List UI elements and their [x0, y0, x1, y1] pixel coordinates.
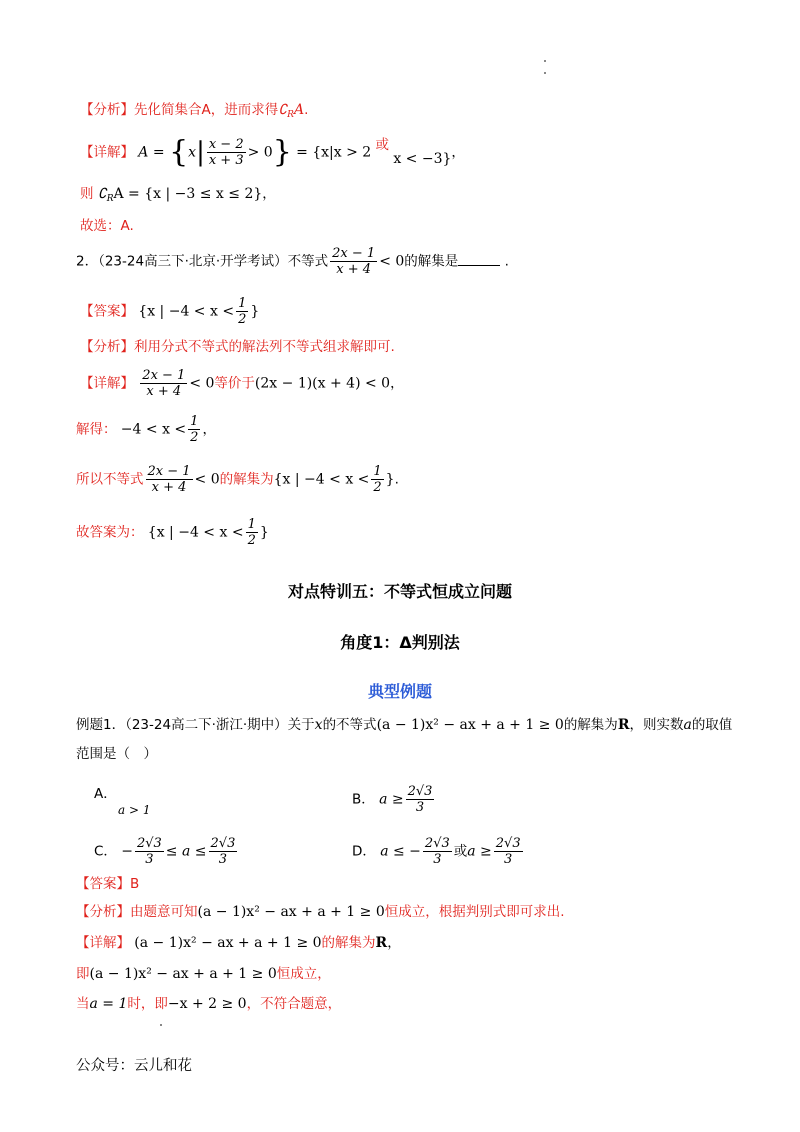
- option-a-expr: a > 1: [118, 803, 151, 817]
- half-fraction: $\frac{1}{2}$: [247, 517, 256, 548]
- page-mark: [544, 60, 546, 62]
- option-b[interactable]: B． a ≥ $\frac{2√3}{3}$: [352, 784, 433, 815]
- page-mark: [160, 1024, 162, 1026]
- angle-title: 角度1：Δ判别法: [340, 633, 460, 652]
- sqrt-fraction: $\frac{2√3}{3}$: [424, 836, 450, 867]
- ex1-stem-line2: 范围是（ ）: [76, 746, 157, 762]
- q2-stem: 2．（23-24高三下·北京·开学考试）不等式 $\frac{2x - 1}{x + 4}$ < 0的解集是 .: [76, 246, 509, 277]
- ex1-detail: 【详解】 (a − 1)x² − ax + a + 1 ≥ 0的解集为R，: [76, 935, 401, 951]
- q2-detail: 【详解】 $\frac{2x - 1}{x + 4}$ < 0等价于(2x − 1)(x + 4) < 0，: [80, 368, 404, 399]
- q2-so: 所以不等式 $\frac{2x - 1}{x + 4}$ < 0的解集为{x | −4 < x < $\frac{1}{2}$ }.: [76, 464, 399, 495]
- sqrt-fraction: $\frac{2√3}{3}$: [495, 836, 521, 867]
- sqrt-fraction: $\frac{2√3}{3}$: [136, 836, 162, 867]
- option-c[interactable]: C． − $\frac{2√3}{3}$ ≤ a ≤ $\frac{2√3}{3}$: [94, 836, 236, 867]
- q2-analysis: 【分析】利用分式不等式的解法列不等式组求解即可.: [80, 339, 395, 355]
- q2-fraction: $\frac{2x - 1}{x + 4}$: [332, 246, 376, 277]
- half-fraction: $\frac{1}{2}$: [373, 464, 382, 495]
- ex1-dang: 当a = 1时，即−x + 2 ≥ 0，不符合题意，: [76, 996, 342, 1012]
- answer-blank: [458, 251, 500, 266]
- q1-choose: 故选：A.: [80, 218, 134, 234]
- q2-final: 故答案为： {x | −4 < x < $\frac{1}{2}$ }: [76, 517, 269, 548]
- half-fraction: $\frac{1}{2}$: [238, 296, 247, 327]
- q1-analysis: 【分析】先化简集合A，进而求得$∁_RA$.: [80, 102, 309, 120]
- option-a[interactable]: A．: [94, 786, 117, 802]
- typical-title: 典型例题: [367, 682, 432, 701]
- section-title: 对点特训五：不等式恒成立问题: [287, 582, 512, 601]
- ex1-answer: 【答案】B: [76, 876, 140, 892]
- ex1-stem: 例题1．（23-24高二下·浙江·期中）关于x的不等式(a − 1)x² − ax + a + 1 ≥ 0的解集为R，则实数a的取值: [76, 717, 733, 733]
- q1-detail: 【详解】 A = {x| $\frac{x - 2}{x + 3}$ > 0} = {x|x > 2 或 x < −3}，: [80, 134, 465, 170]
- page-mark: [544, 72, 546, 74]
- ex1-ji: 即(a − 1)x² − ax + a + 1 ≥ 0恒成立，: [76, 966, 331, 982]
- footer-text: 公众号：云儿和花: [76, 1058, 192, 1074]
- ex1-analysis: 【分析】由题意可知(a − 1)x² − ax + a + 1 ≥ 0恒成立，根据判别式即可求出.: [76, 904, 565, 920]
- q2-fraction: $\frac{2x - 1}{x + 4}$: [142, 368, 186, 399]
- complement-symbol: $∁_RA$: [278, 102, 305, 120]
- complement-symbol: $∁_R$: [97, 186, 114, 204]
- half-fraction: $\frac{1}{2}$: [190, 414, 199, 445]
- sqrt-fraction: $\frac{2√3}{3}$: [407, 784, 433, 815]
- option-d[interactable]: D． a ≤ − $\frac{2√3}{3}$ 或a ≥ $\frac{2√3}{3}$: [352, 836, 521, 867]
- q1-fraction: $\frac{x - 2}{x + 3}$: [208, 137, 244, 168]
- q2-solve: 解得： −4 < x < $\frac{1}{2}$ ，: [76, 414, 216, 445]
- q2-fraction: $\frac{2x - 1}{x + 4}$: [147, 464, 191, 495]
- q2-answer: 【答案】 {x | −4 < x < $\frac{1}{2}$ }: [80, 296, 260, 327]
- sqrt-fraction: $\frac{2√3}{3}$: [210, 836, 236, 867]
- q1-then: 则 $∁_RA = \{x$ | −3 ≤ x ≤ 2}，: [80, 186, 276, 204]
